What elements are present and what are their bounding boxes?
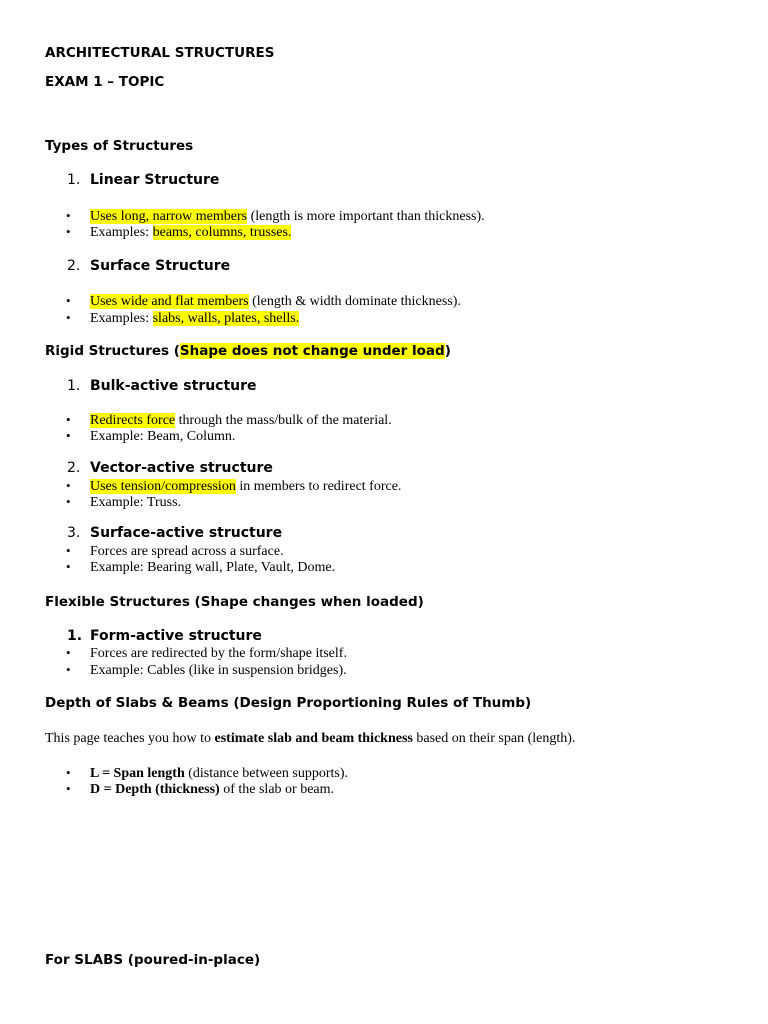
bullet-text: (distance between supports). — [184, 766, 349, 781]
list-item-vector-active — [67, 460, 273, 476]
list-item-surface-structure — [67, 258, 230, 274]
bold-text: D = Depth (thickness) — [90, 782, 220, 797]
bullet-icon: • — [66, 293, 71, 308]
bullet-text: Example: Truss. — [90, 495, 182, 510]
bullet-text: Example: Beam, Column. — [90, 429, 236, 444]
bullet-text: through the mass/bulk of the material. — [175, 413, 392, 428]
bullet-icon: • — [66, 765, 71, 780]
subheading-surface-structure: Surface Structure — [90, 258, 231, 274]
highlighted-text: Redirects force — [90, 413, 176, 428]
bullet-text: Examples: — [90, 311, 153, 326]
bullet-icon: • — [66, 208, 71, 223]
list-item-form-active — [67, 628, 262, 644]
section-heading-types: Types of Structures — [45, 138, 194, 154]
bullet-icon: • — [66, 645, 71, 660]
bullet-text: (length is more important than thickness). — [247, 209, 485, 224]
document-subtitle: EXAM 1 – TOPIC — [45, 74, 165, 90]
bullet-icon: • — [66, 310, 71, 325]
bullet-item — [66, 224, 291, 241]
bullet-icon: • — [66, 559, 71, 574]
bullet-text: of the slab or beam. — [219, 782, 335, 797]
bullet-item — [66, 412, 392, 429]
list-number: 3. — [67, 525, 81, 541]
bullet-item — [66, 765, 348, 782]
heading-text: Rigid Structures ( — [45, 343, 180, 359]
bullet-icon: • — [66, 781, 71, 796]
list-number: 1. — [67, 172, 81, 188]
highlighted-text: Uses long, narrow members — [90, 209, 248, 224]
highlighted-text: Uses wide and flat members — [90, 294, 249, 309]
section-heading-flexible: Flexible Structures (Shape changes when loaded) — [45, 594, 424, 610]
section-heading-rigid — [45, 343, 451, 359]
bullet-icon: • — [66, 412, 71, 427]
bold-text: L = Span length — [90, 766, 185, 781]
bullet-item — [66, 781, 334, 798]
bullet-text: Example: Bearing wall, Plate, Vault, Dome. — [90, 560, 336, 575]
heading-text: ) — [444, 343, 451, 359]
subheading-form-active: Form-active structure — [90, 628, 262, 644]
bullet-icon: • — [66, 224, 71, 239]
bullet-text: Forces are redirected by the form/shape itself. — [90, 646, 347, 661]
bullet-icon: • — [66, 494, 71, 509]
bullet-text: Example: Cables (like in suspension bridges). — [90, 663, 347, 678]
highlighted-text: beams, columns, trusses. — [152, 225, 292, 240]
highlighted-text: slabs, walls, plates, shells. — [152, 311, 300, 326]
section-heading-slabs: For SLABS (poured-in-place) — [45, 952, 261, 968]
list-item-bulk-active — [67, 378, 257, 394]
list-number: 1. — [67, 378, 81, 394]
bullet-item — [66, 478, 401, 495]
bullet-icon: • — [66, 428, 71, 443]
paragraph-text: based on their span (length). — [412, 731, 576, 746]
document-title: ARCHITECTURAL STRUCTURES — [45, 45, 275, 61]
highlighted-text: Uses tension/compression — [90, 479, 236, 494]
list-item-linear-structure — [67, 172, 219, 188]
subheading-bulk-active: Bulk-active structure — [90, 378, 257, 394]
list-number: 2. — [67, 258, 81, 274]
bullet-item — [66, 645, 347, 662]
bullet-item — [66, 543, 284, 560]
bullet-item — [66, 293, 461, 310]
bullet-item — [66, 559, 335, 576]
bullet-item — [66, 428, 235, 445]
subheading-surface-active: Surface-active structure — [90, 525, 283, 541]
list-item-surface-active — [67, 525, 282, 541]
list-number: 2. — [67, 460, 81, 476]
bullet-item — [66, 662, 347, 679]
bullet-item — [66, 494, 181, 511]
intro-paragraph — [45, 731, 575, 747]
bullet-item — [66, 310, 299, 327]
paragraph-text: This page teaches you how to — [45, 731, 215, 746]
bullet-item — [66, 208, 485, 225]
list-number: 1. — [67, 628, 83, 644]
bullet-text: in members to redirect force. — [235, 479, 402, 494]
bullet-icon: • — [66, 478, 71, 493]
bold-text: estimate slab and beam thickness — [214, 731, 413, 746]
section-heading-depth: Depth of Slabs & Beams (Design Proportioning Rules of Thumb) — [45, 695, 532, 711]
bullet-text: Forces are spread across a surface. — [90, 544, 284, 559]
bullet-text: (length & width dominate thickness). — [248, 294, 461, 309]
bullet-icon: • — [66, 543, 71, 558]
subheading-linear-structure: Linear Structure — [90, 172, 220, 188]
highlighted-text: Shape does not change under load — [179, 343, 445, 359]
bullet-icon: • — [66, 662, 71, 677]
subheading-vector-active: Vector-active structure — [90, 460, 273, 476]
bullet-text: Examples: — [90, 225, 153, 240]
